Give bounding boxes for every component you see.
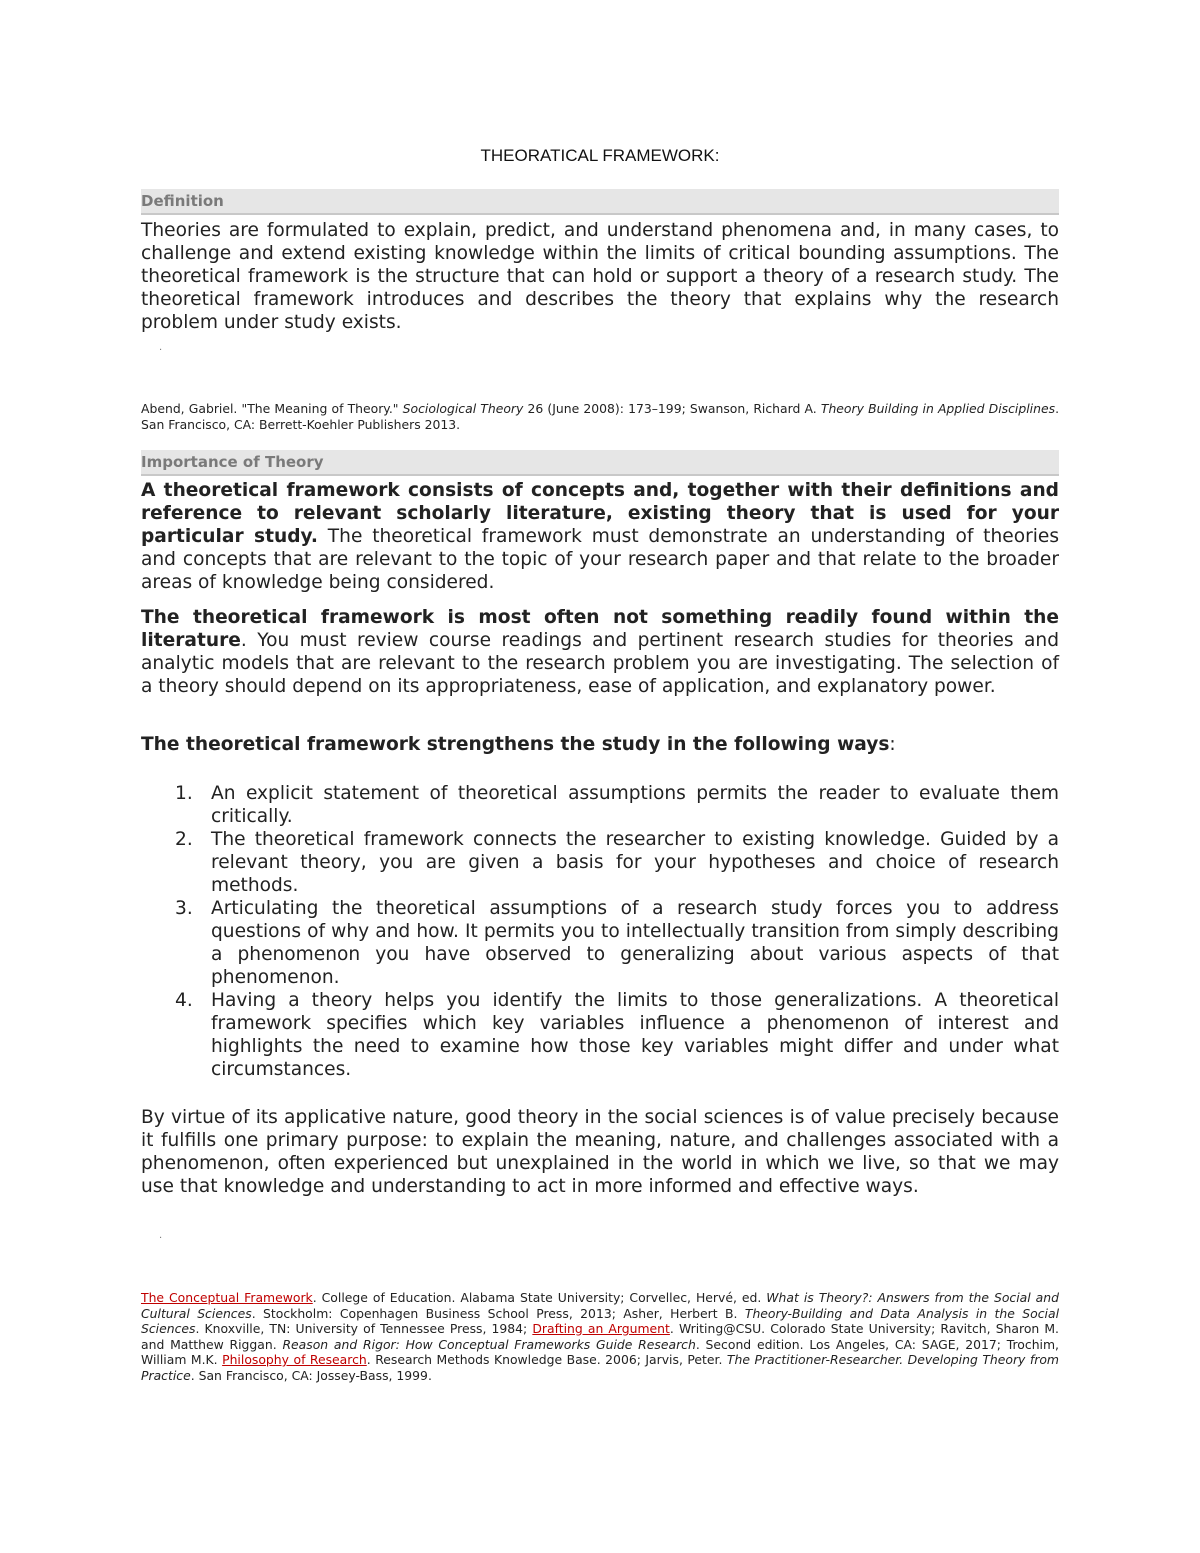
book-title: Theory Building in Applied Disciplines xyxy=(820,401,1056,416)
definition-paragraph: Theories are formulated to explain, predict, and understand phenomena and, in many cases, to challenge and extend existing knowledge within the limits of critical bounding assumptions. The theoretical framework is the structure that can hold or support a theory of a research study. The theoretical framework introduces and describes the theory that explains why the research problem under study exists. xyxy=(141,220,1059,333)
importance-p1-bold: A theoretical framework consists of concepts and, together with their definitions and reference to relevant scholarly literature, existing theory that is used for your particular study. xyxy=(141,480,1059,547)
link-philosophy-research[interactable]: Philosophy of Research xyxy=(222,1352,367,1367)
link-drafting-argument[interactable]: Drafting an Argument xyxy=(532,1321,670,1336)
link-conceptual-framework[interactable]: The Conceptual Framework xyxy=(141,1290,313,1305)
empty-paragraph-marker: · xyxy=(159,345,163,356)
list-item: 4. Having a theory helps you identify the limits to those generalizations. A theoretical framework specifies which key variables influence a phenomenon of interest and highlights the need to examine how those key variables might differ and under what circumstances. xyxy=(175,990,1059,1080)
reference-abend: Abend, Gabriel. "The Meaning of Theory." Sociological Theory 26 (June 2008): 173–199; Swanson, Richard A. Theory Building in Applied Disciplines. San Francisco, CA: Berrett-Koehler Publishers 2013. xyxy=(141,401,1060,432)
definition-heading: Definition xyxy=(141,189,1059,215)
reference-list: The Conceptual Framework. College of Education. Alabama State University; Corvellec, Hervé, ed. What is Theory?: Answers from the Social and Cultural Sciences. Stockholm: Copenhagen Business School Press, 2013; Asher, Herbert B. Theory-Building and Data Analysis in the Social Sciences. Knoxville, TN: University of Tennessee Press, 1984; Drafting an Argument. Writing@CSU. Colorado State University; Ravitch, Sharon M. and Matthew Riggan. Reason and Rigor: How Conceptual Frameworks Guide Research. Second edition. Los Angeles, CA: SAGE, 2017; Trochim, William M.K. Philosophy of Research. Research Methods Knowledge Base. 2006; Jarvis, Peter. The Practitioner-Researcher. Developing Theory from Practice. San Francisco, CA: Jossey-Bass, 1999. xyxy=(141,1290,1060,1383)
ways-list xyxy=(141,782,1059,1081)
page-title: THEORATICAL FRAMEWORK: xyxy=(480,146,720,165)
ways-heading: The theoretical framework strengthens the study in the following ways: xyxy=(141,734,896,755)
closing-paragraph: By virtue of its applicative nature, good theory in the social sciences is of value precisely because it fulfills one primary purpose: to explain the meaning, nature, and challenges associated with a phenomenon, often experienced but unexplained in the world in which we live, so that we may use that knowledge and understanding to act in more informed and effective ways. xyxy=(141,1107,1059,1197)
list-item: 2. The theoretical framework connects the researcher to existing knowledge. Guided by a relevant theory, you are given a basis for your hypotheses and choice of research methods. xyxy=(175,829,1059,896)
list-item: 3. Articulating the theoretical assumptions of a research study forces you to address questions of why and how. It permits you to intellectually transition from simply describing a phenomenon you have observed to generalizing about various aspects of that phenomenon. xyxy=(175,898,1059,988)
importance-p2-bold: The theoretical framework is most often not something readily found within the literature xyxy=(141,607,1059,651)
list-item: 1. An explicit statement of theoretical assumptions permits the reader to evaluate them critically. xyxy=(175,783,1059,827)
importance-heading: Importance of Theory xyxy=(141,450,1059,476)
importance-paragraph-2: The theoretical framework is most often not something readily found within the literature. You must review course readings and pertinent research studies for theories and analytic models that are relevant to the research problem you are investigating. The selection of a theory should depend on its appropriateness, ease of application, and explanatory power. xyxy=(141,607,1059,697)
empty-paragraph-marker: · xyxy=(159,1233,163,1244)
journal-title: Sociological Theory xyxy=(402,401,524,416)
importance-paragraph-1: A theoretical framework consists of concepts and, together with their definitions and reference to relevant scholarly literature, existing theory that is used for your particular study. The theoretical framework must demonstrate an understanding of theories and concepts that are relevant to the topic of your research paper and that relate to the broader areas of knowledge being considered. xyxy=(141,480,1060,593)
